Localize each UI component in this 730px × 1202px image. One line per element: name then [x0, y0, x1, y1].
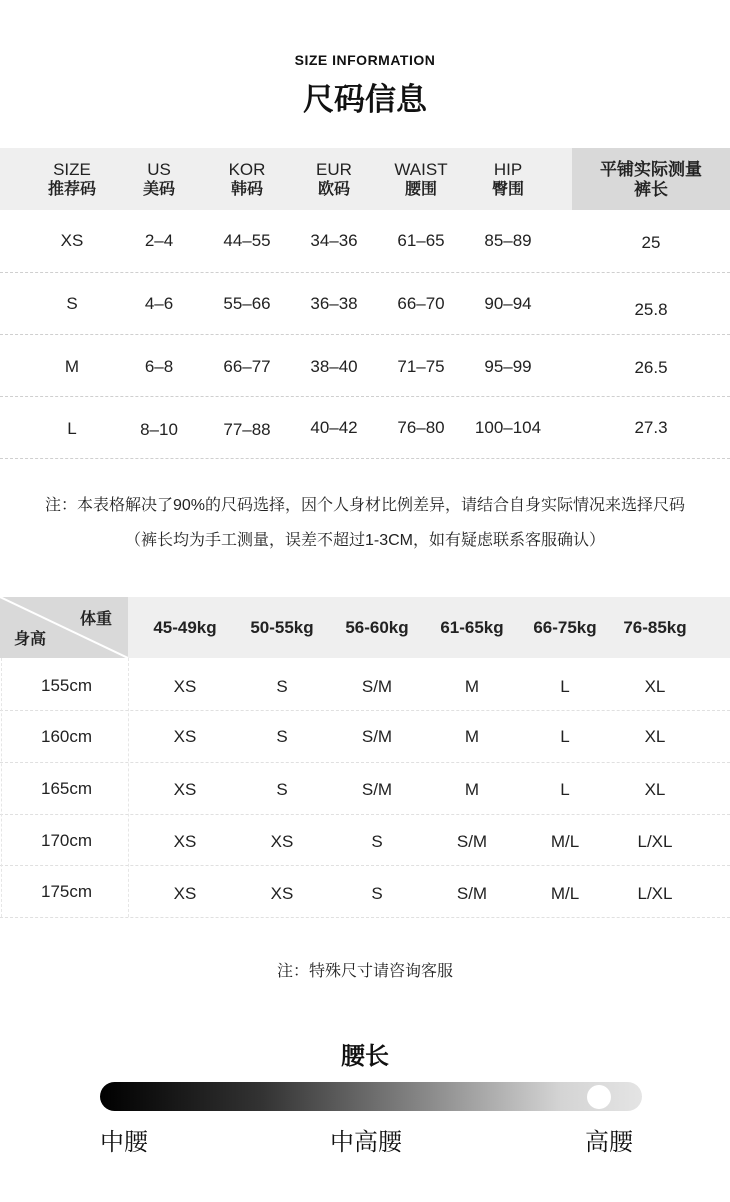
hw-cell: L/XL	[637, 884, 673, 903]
column-divider	[1, 658, 2, 917]
header-waist: WAIST 腰围	[394, 160, 448, 198]
hw-cell: XS	[173, 727, 197, 746]
size-cell: 76–80	[397, 418, 445, 437]
size-cell: 66–70	[397, 294, 445, 313]
size-cell: 61–65	[397, 231, 445, 250]
size-cell: 2–4	[144, 231, 174, 250]
scale-label-high-rise: 高腰	[585, 1129, 633, 1156]
hw-cell: XS	[173, 884, 197, 903]
size-cell: 25.8	[634, 300, 668, 319]
size-cell: 100–104	[474, 418, 542, 437]
corner-height-label: 身高	[14, 631, 47, 648]
hw-cell: L	[560, 677, 570, 696]
size-note: 注：本表格解决了90%的尺码选择，因个人身材比例差异，请结合自身实际情况来选择尺码	[44, 497, 686, 514]
hw-cell: S	[276, 780, 288, 799]
size-cell: M	[64, 357, 80, 376]
hw-cell: XS	[173, 677, 197, 696]
hw-cell: M	[464, 780, 480, 799]
row-divider	[0, 814, 730, 815]
size-cell: 90–94	[484, 294, 532, 313]
hw-cell: XL	[644, 780, 666, 799]
hw-cell: XL	[644, 677, 666, 696]
hw-cell: S	[371, 884, 383, 903]
hw-cell: M/L	[550, 884, 580, 903]
hw-cell: M	[464, 677, 480, 696]
hw-cell: S/M	[456, 884, 488, 903]
row-divider	[0, 865, 730, 866]
length-note: （裤长均为手工测量，误差不超过1-3CM，如有疑虑联系客服确认）	[124, 532, 605, 549]
height-label: 170cm	[41, 831, 93, 850]
hw-cell: XS	[270, 884, 294, 903]
hw-cell: S	[276, 677, 288, 696]
size-cell: 36–38	[310, 294, 358, 313]
hw-cell: S/M	[361, 727, 393, 746]
size-cell: 55–66	[223, 294, 271, 313]
row-divider	[0, 396, 730, 397]
row-divider	[0, 762, 730, 763]
size-cell: 27.3	[634, 418, 668, 437]
height-label: 175cm	[41, 882, 93, 901]
size-cell: 38–40	[310, 357, 358, 376]
row-divider	[0, 917, 730, 918]
hw-cell: S/M	[456, 832, 488, 851]
header-us: US 美码	[142, 160, 175, 198]
scale-label-mid-rise: 中腰	[100, 1129, 148, 1156]
weight-header: 61-65kg	[440, 618, 504, 637]
weight-header: 50-55kg	[250, 618, 314, 637]
hw-cell: S	[371, 832, 383, 851]
size-cell: 85–89	[484, 231, 532, 250]
size-cell: 4–6	[144, 294, 174, 313]
row-divider	[0, 272, 730, 273]
header-eur: EUR 欧码	[316, 160, 352, 198]
hw-cell: M	[464, 727, 480, 746]
special-size-note: 注：特殊尺寸请咨询客服	[276, 963, 453, 980]
size-cell: 66–77	[223, 357, 271, 376]
weight-header: 45-49kg	[153, 618, 217, 637]
hw-cell: XS	[173, 780, 197, 799]
column-divider	[128, 658, 129, 917]
size-cell: 25	[641, 233, 661, 252]
waist-length-title: 腰长	[341, 1043, 389, 1070]
title-chinese: 尺码信息	[303, 82, 427, 117]
size-cell: 26.5	[634, 358, 668, 377]
size-cell: XS	[60, 231, 84, 250]
hw-cell: L/XL	[637, 832, 673, 851]
weight-header: 66-75kg	[533, 618, 597, 637]
header-length: 平铺实际测量 裤长	[600, 160, 702, 199]
waist-gradient-bar	[100, 1082, 642, 1111]
size-cell: 40–42	[310, 418, 358, 437]
row-divider	[0, 458, 730, 459]
title-english: SIZE INFORMATION	[294, 52, 436, 68]
size-cell: 95–99	[484, 357, 532, 376]
size-cell: 8–10	[140, 420, 178, 439]
size-cell: 6–8	[144, 357, 174, 376]
size-cell: 34–36	[310, 231, 358, 250]
header-size: SIZE 推荐码	[47, 160, 96, 198]
hw-cell: M/L	[550, 832, 580, 851]
row-divider	[0, 710, 730, 711]
scale-label-mid-high-rise: 中高腰	[330, 1129, 402, 1156]
weight-header: 76-85kg	[623, 618, 687, 637]
header-hip: HIP 臀围	[491, 160, 524, 198]
size-cell: 71–75	[397, 357, 445, 376]
hw-cell: S/M	[361, 677, 393, 696]
height-label: 160cm	[41, 727, 93, 746]
size-cell: 77–88	[223, 420, 271, 439]
size-cell: S	[66, 294, 78, 313]
hw-cell: L	[560, 727, 570, 746]
waist-indicator-knob	[587, 1085, 611, 1109]
corner-weight-label: 体重	[80, 611, 113, 628]
size-cell: 44–55	[223, 231, 271, 250]
weight-header: 56-60kg	[345, 618, 409, 637]
hw-cell: XS	[173, 832, 197, 851]
hw-cell: XL	[644, 727, 666, 746]
hw-cell: XS	[270, 832, 294, 851]
header-kor: KOR 韩码	[228, 160, 266, 198]
height-label: 155cm	[41, 676, 93, 695]
hw-cell: S/M	[361, 780, 393, 799]
size-cell: L	[67, 419, 77, 438]
row-divider	[0, 334, 730, 335]
hw-cell: L	[560, 780, 570, 799]
height-label: 165cm	[41, 779, 93, 798]
hw-cell: S	[276, 727, 288, 746]
